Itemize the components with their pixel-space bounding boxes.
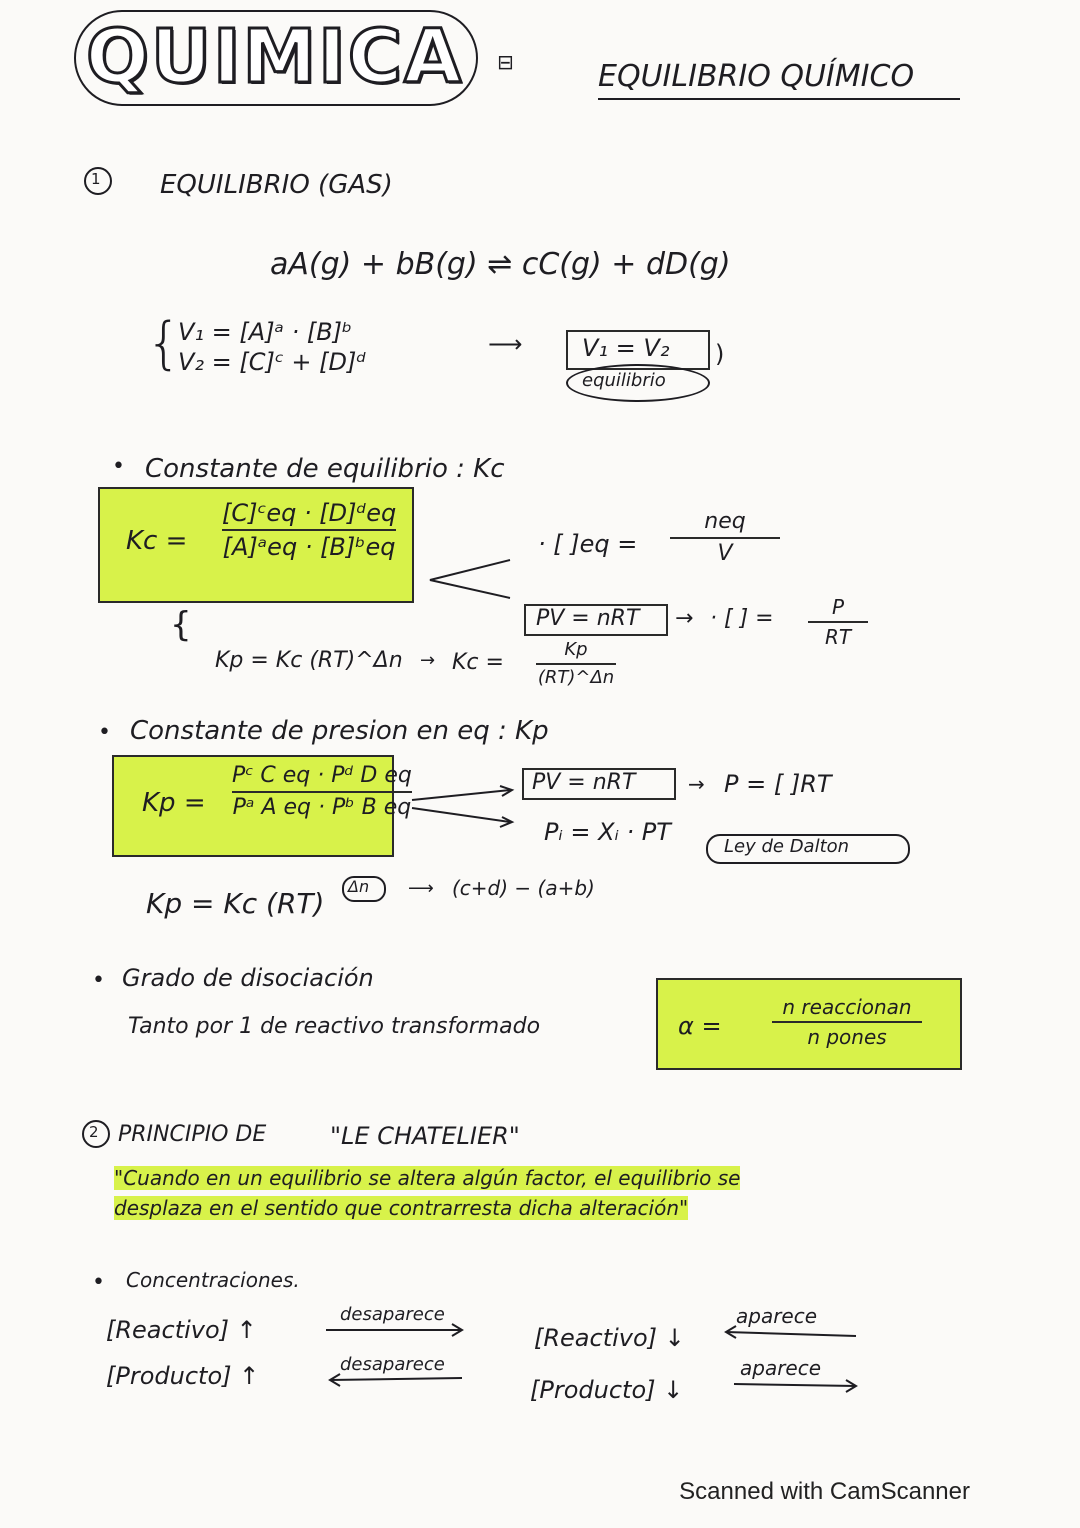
- section-1-number: 1: [91, 170, 101, 188]
- conc-denominator: V: [717, 541, 733, 567]
- bullet-icon: •: [112, 454, 125, 479]
- alpha-lhs: α =: [678, 1012, 722, 1040]
- quote-highlight: desplaza en el sentido que contrarresta dicha alteración": [114, 1196, 689, 1220]
- row-2-right: [Producto] ↓: [530, 1376, 684, 1404]
- arrow-icon: ⟶: [408, 878, 434, 899]
- dissociation-description: Tanto por 1 de reactivo transformado: [128, 1014, 541, 1039]
- delta-n-definition: (c+d) − (a+b): [452, 876, 595, 900]
- bullet-icon: •: [92, 1270, 105, 1295]
- row-1-right-arrow-label: aparece: [736, 1304, 818, 1328]
- kp-kc-relation: Kp = Kc (RT)^Δn: [215, 648, 403, 673]
- kc-from-kp-lhs: Kc =: [452, 650, 504, 675]
- kp-bullet-text: Constante de presion en eq : Kp: [130, 716, 549, 746]
- row-1-right: [Reactivo] ↓: [534, 1324, 685, 1352]
- arrow-icon: →: [688, 772, 705, 796]
- conc-lhs: · [ ]eq =: [538, 530, 638, 558]
- arrow-icon: →: [420, 650, 436, 671]
- quote-highlight: "Cuando en un equilibrio se altera algún factor, el equilibrio se: [114, 1166, 741, 1190]
- section-2-heading: PRINCIPIO DE: [118, 1122, 267, 1147]
- section-2-number: 2: [89, 1123, 99, 1141]
- kc-lhs: Kc =: [126, 526, 188, 556]
- kc-from-kp-denominator: (RT)^Δn: [537, 666, 615, 688]
- page-subtitle: EQUILIBRIO QUÍMICO: [598, 59, 915, 94]
- bullet-icon: •: [98, 720, 111, 745]
- brace-icon: {: [170, 605, 192, 645]
- concentrations-bullet: Concentraciones.: [126, 1268, 300, 1292]
- minus-box-icon: ⊟: [497, 50, 514, 74]
- rate-v1: V₁ = [A]ᵃ · [B]ᵇ: [178, 318, 353, 346]
- bullet-icon: •: [92, 968, 105, 993]
- alpha-denominator: n pones: [807, 1025, 887, 1049]
- section-2-heading-name: "LE CHATELIER": [330, 1122, 520, 1150]
- kp-denominator: Pᵃ A eq · Pᵇ B eq: [232, 795, 412, 821]
- kp-relation: Kp = Kc (RT): [146, 887, 325, 920]
- row-1-left-arrow-label: desaparece: [340, 1304, 445, 1325]
- delta-n: Δn: [348, 877, 370, 896]
- arrow-icon: ⟶: [488, 330, 523, 358]
- rate-v2: V₂ = [C]ᶜ + [D]ᵈ: [178, 348, 367, 376]
- arrow-icon: →: [675, 606, 694, 631]
- dissociation-bullet: Grado de disociación: [122, 964, 374, 992]
- conc2-lhs: · [ ] =: [710, 606, 774, 631]
- row-1-left: [Reactivo] ↑: [106, 1316, 257, 1344]
- conc-numerator: neq: [704, 509, 746, 534]
- row-2-right-arrow-label: aparece: [740, 1356, 822, 1380]
- gas-law: PV = nRT: [536, 606, 640, 631]
- kp-numerator: Pᶜ C eq · Pᵈ D eq: [232, 763, 412, 788]
- curl-icon: ): [715, 340, 725, 368]
- dalton-law: Ley de Dalton: [724, 836, 850, 857]
- kc-bullet-text: Constante de equilibrio : Kc: [145, 454, 505, 484]
- conc2-denominator: RT: [824, 625, 852, 649]
- partial-pressure: Pᵢ = Xᵢ · PT: [544, 818, 671, 846]
- section-1-heading: EQUILIBRIO (GAS): [160, 170, 393, 200]
- brace-icon: {: [146, 311, 182, 376]
- scanner-watermark: Scanned with CamScanner: [679, 1478, 970, 1505]
- pressure-expression: P = [ ]RT: [724, 770, 832, 798]
- kp-lhs: Kp =: [142, 788, 206, 818]
- page-title: QUIMICA: [86, 14, 464, 100]
- conc2-numerator: P: [831, 595, 845, 619]
- kp-gas-law: PV = nRT: [532, 770, 636, 795]
- row-2-left-arrow-label: desaparece: [340, 1354, 445, 1375]
- alpha-numerator: n reaccionan: [782, 995, 912, 1019]
- rate-equality: V₁ = V₂: [582, 334, 670, 362]
- kc-from-kp-numerator: Kp: [564, 639, 588, 660]
- reaction-equation: aA(g) + bB(g) ⇌ cC(g) + dD(g): [270, 247, 731, 282]
- kc-numerator: [C]ᶜeq · [D]ᵈeq: [222, 499, 397, 527]
- row-2-left: [Producto] ↑: [106, 1362, 260, 1390]
- equilibrium-label: equilibrio: [582, 370, 666, 391]
- kc-denominator: [A]ᵃeq · [B]ᵇeq: [222, 533, 396, 562]
